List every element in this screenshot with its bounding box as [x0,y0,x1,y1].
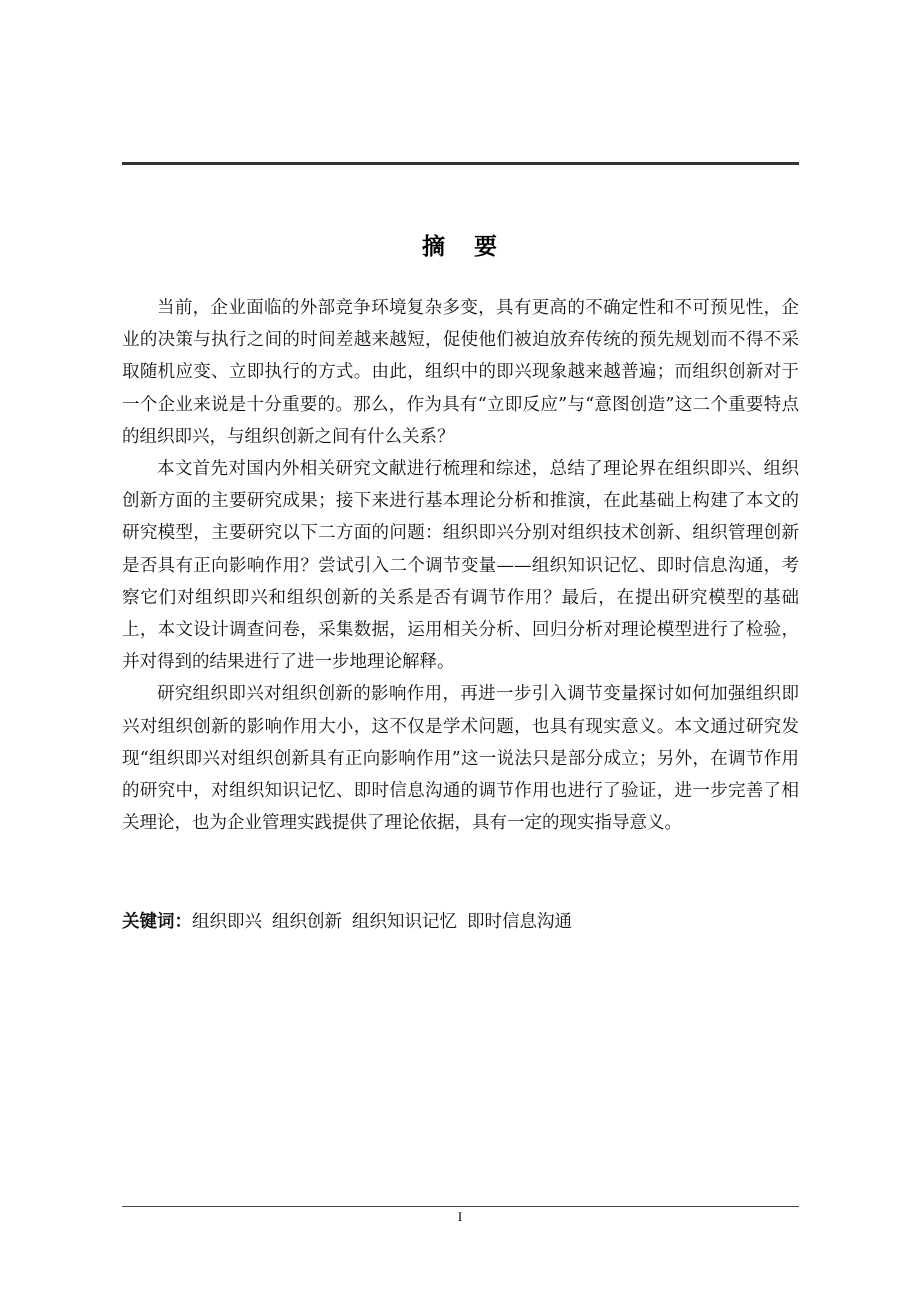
footer-rule [122,1206,799,1207]
header-rule [122,162,799,165]
abstract-paragraph-3: 研究组织即兴对组织创新的影响作用，再进一步引入调节变量探讨如何加强组织即兴对组织创新的影响作用大小，这不仅是学术问题，也具有现实意义。本文通过研究发现“组织即兴对组织创新具有正向影响作用”这一说法只是部分成立；另外，在调节作用的研究中，对组织知识记忆、即时信息沟通的调节作用也进行了验证，进一步完善了相关理论，也为企业管理实践提供了理论依据，具有一定的现实指导意义。 [122,684,799,834]
abstract-title [0,228,920,261]
abstract-title-char-2: 要 [474,234,498,260]
abstract-title-char-1: 摘 [422,234,446,260]
keyword-item: 组织创新 [272,912,342,932]
abstract-paragraph-1: 当前，企业面临的外部竞争环境复杂多变，具有更高的不确定性和不可预见性，企业的决策与执行之间的时间差越来越短，促使他们被迫放弃传统的预先规划而不得不采取随机应变、立即执行的方式。由此，组织中的即兴现象越来越普遍；而组织创新对于一个企业来说是十分重要的。那么，作为具有“立即反应”与“意图创造”这二个重要特点的组织即兴，与组织创新之间有什么关系？ [122,298,799,447]
keyword-item: 组织知识记忆 [352,912,457,932]
keyword-item: 即时信息沟通 [467,912,572,932]
abstract-paragraph-2: 本文首先对国内外相关研究文献进行梳理和综述，总结了理论界在组织即兴、组织创新方面的主要研究成果；接下来进行基本理论分析和推演，在此基础上构建了本文的研究模型，主要研究以下二方面的问题：组织即兴分别对组织技术创新、组织管理创新是否具有正向影响作用？尝试引入二个调节变量——组织知识记忆、即时信息沟通，考察它们对组织即兴和组织创新的关系是否有调节作用？最后，在提出研究模型的基础上，本文设计调查问卷，采集数据，运用相关分析、回归分析对理论模型进行了检验，并对得到的结果进行了进一步地理论解释。 [122,459,799,673]
keywords-line [122,906,799,938]
keywords-label: 关键词： [122,912,192,932]
abstract-body [122,292,799,839]
page-number: I [457,1209,463,1224]
keyword-item: 组织即兴 [192,912,262,932]
